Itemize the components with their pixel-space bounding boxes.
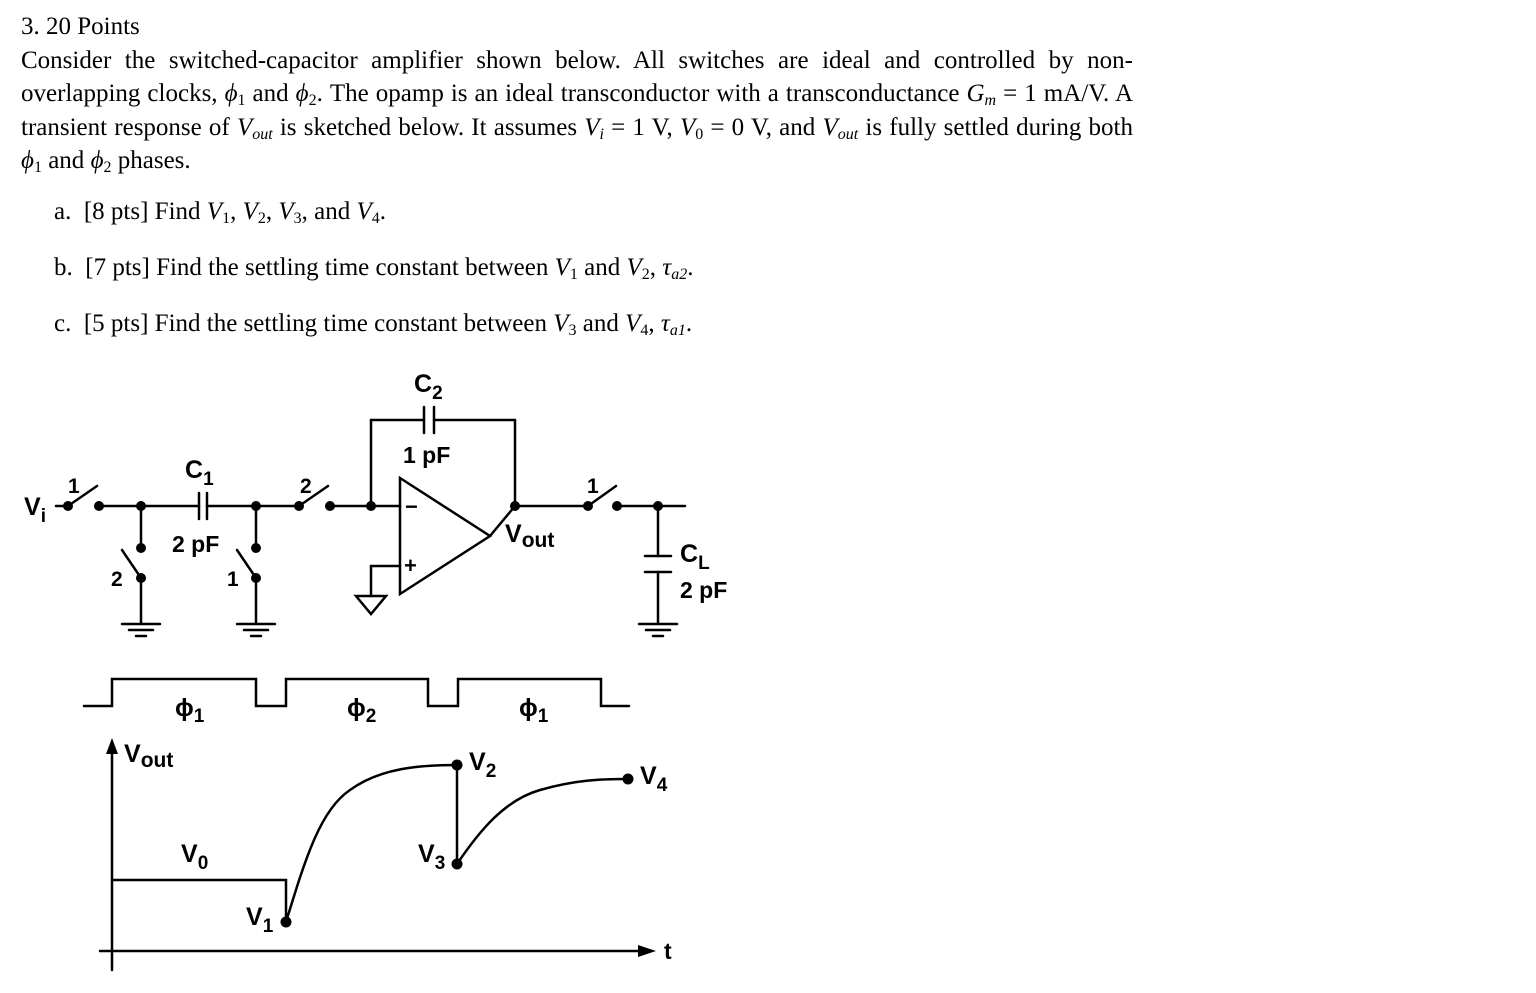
capacitor-c1 [199,493,207,519]
problem-statement [21,10,1133,363]
point-v3 [452,859,463,870]
point-v4 [623,774,634,785]
point-v2 [452,760,463,771]
label-v3: $V_3$ [418,840,446,874]
part-b: b. [7 pts] Find the settling time constant between $V_1$ and $V_2$, τa2. [54,253,694,283]
label-cl: $C_L$ [680,540,710,574]
label-v1: $V_1$ [246,903,274,937]
part-c: c. [5 pts] Find the settling time constant between $V_3$ and $V_4$, τa1. [54,309,693,339]
phase-label-3: $\phi_1$ [519,694,549,727]
label-v0: $V_0$ [181,840,209,874]
ground-symbol [237,624,275,636]
switch-label-c1-right: 1 [227,568,239,591]
opamp-plus: + [404,553,417,578]
value-c2: 1 pF [403,442,451,468]
phase-label-1: $\phi_1$ [175,694,205,727]
y-axis-label: $V_{out}$ [124,740,174,772]
problem-heading: 3. 20 Points [21,13,140,40]
circuit-wires [56,420,685,624]
label-vi: $V_i$ [24,493,46,527]
label-vout: $V_{out}$ [505,520,555,552]
x-axis-label: t [664,938,672,964]
label-v2: $V_2$ [469,748,497,782]
capacitor-cl [645,556,671,572]
problem-intro: Consider the switched-capacitor amplifier shown below. All switches are ideal and controlled by non-overlapping clocks, $\phi_1$ and $\phi_2$. The opamp is an ideal transconductor with a transconductance Gm = 1 mA/V. A transient response of Vout is sketched below. It assumes Vi = 1 V, $V_0 = 0$ V, and Vout is fully settled during both $\phi_1$ and $\phi_2$ phases. [21,46,1133,176]
question-parts [54,195,1133,341]
switch-label-to-load: 1 [587,475,599,498]
phase-label-2: $\phi_2$ [347,694,377,727]
point-v1 [281,917,292,928]
label-c2: $C_2$ [414,370,443,404]
y-axis-arrow [106,738,118,754]
part-a: a. [8 pts] Find $V_1$, $V_2$, $V_3$, and $V_4$. [54,197,387,227]
switch-label-input: 1 [68,475,80,498]
ground-symbol [122,624,160,636]
label-c1: $C_1$ [185,456,214,490]
circuit-figure [0,360,1536,993]
ground-triangle [356,596,386,614]
switch-c1-right-ground [237,550,256,578]
ground-symbol [639,624,677,636]
opamp-minus: − [405,494,418,519]
switch-label-to-opamp: 2 [300,475,312,498]
switch-label-c1-left: 2 [111,568,123,591]
capacitor-c2 [424,407,434,433]
label-v4: $V_4$ [640,762,668,796]
x-axis-arrow [638,945,656,957]
value-c1: 2 pF [172,531,220,557]
switch-c1-left-ground [122,550,141,578]
circuit-nodes [63,501,663,583]
value-cl: 2 pF [680,577,728,603]
